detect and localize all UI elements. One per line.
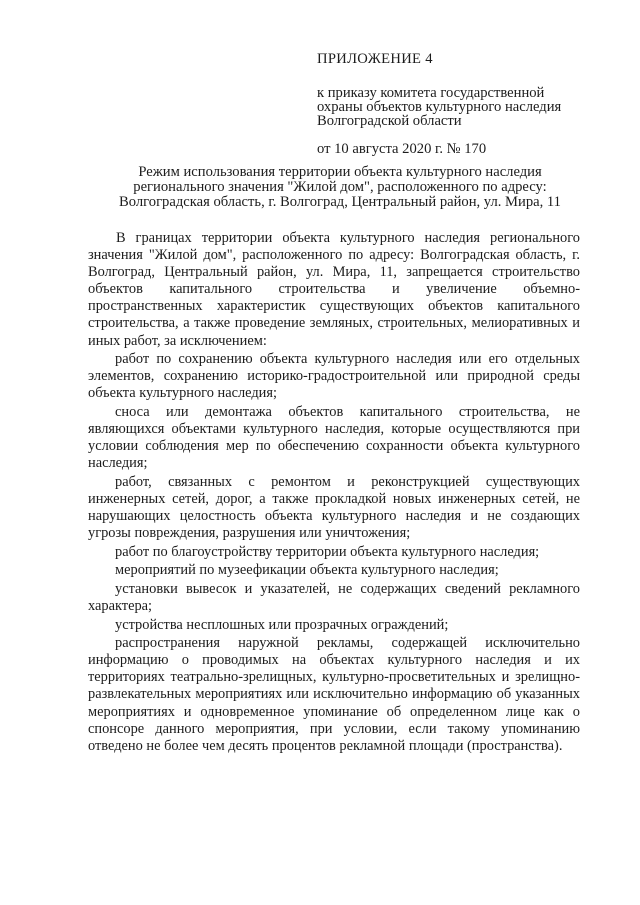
exception-item: работ, связанных с ремонтом и реконструкцией существующих инженерных сетей, дорог, а также прокладкой новых инженерных сетей, не нарушающих целостность объекта культурного наследия и не создающих угрозы повреждения, разрушения или уничтожения; — [88, 473, 580, 542]
order-date: от 10 августа 2020 г. № 170 — [317, 141, 487, 157]
appendix-header — [317, 52, 617, 156]
appendix-number: ПРИЛОЖЕНИЕ 4 — [317, 51, 433, 67]
order-reference-line: к приказу комитета государственной — [317, 85, 545, 101]
body-paragraph: В границах территории объекта культурного наследия регионального значения "Жилой дом", расположенного по адресу: Волгоградская область, г. Волгоград, Центральный район, ул. Мира, 11, запрещается строительство объектов капитального строительства и увеличение объемно-пространственных характеристик существующих объектов капитального строительства, а также проведение земляных, строительных, мелиоративных и иных работ, за исключением: — [88, 230, 580, 349]
exception-item: устройства несплошных или прозрачных ограждений; — [115, 616, 449, 633]
title-line: Волгоградская область, г. Волгоград, Центральный район, ул. Мира, 11 — [119, 194, 561, 210]
order-reference-line: Волгоградской области — [317, 113, 462, 129]
document-title — [80, 165, 600, 210]
title-line: регионального значения "Жилой дом", расположенного по адресу: — [133, 179, 547, 195]
exception-item: распространения наружной рекламы, содержащей исключительно информацию о проводимых на объектах культурного наследия и их территориях театрально-зрелищных, культурно-просветительных и зрелищно-развлекательных мероприятиях или исключительно информацию об указанных мероприятиях и одновременное упоминание об определенном лице как о спонсоре данного мероприятия, при условии, если такому упоминанию отведено не более чем десять процентов рекламной площади (пространства). — [88, 635, 580, 754]
order-reference-line: охраны объектов культурного наследия — [317, 99, 562, 115]
exception-item: мероприятий по музеефикации объекта культурного наследия; — [115, 562, 499, 579]
exception-item: сноса или демонтажа объектов капитального строительства, не являющихся объектами культурного наследия, которые осуществляются при условии соблюдения мер по обеспечению сохранности объекта культурного наследия; — [88, 403, 580, 472]
title-line: Режим использования территории объекта культурного наследия — [138, 164, 542, 180]
exception-item: установки вывесок и указателей, не содержащих сведений рекламного характера; — [88, 580, 580, 614]
exception-item: работ по сохранению объекта культурного наследия или его отдельных элементов, сохранению историко-градостроительной или природной среды объекта культурного наследия; — [88, 351, 580, 402]
document-body — [88, 230, 580, 756]
exception-item: работ по благоустройству территории объекта культурного наследия; — [115, 543, 540, 560]
